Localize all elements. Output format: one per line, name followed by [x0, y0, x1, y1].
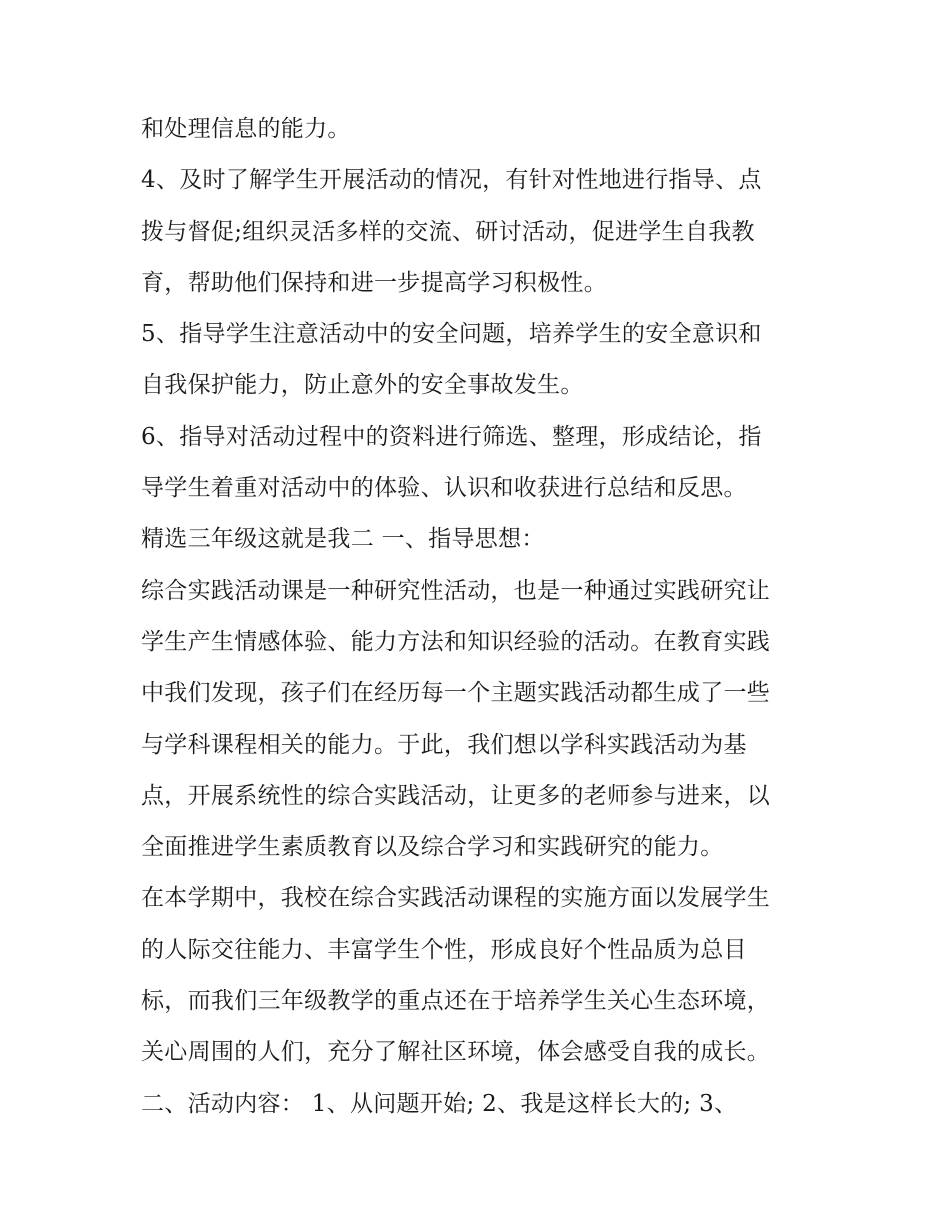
text-line: 4、及时了解学生开展活动的情况，有针对性地进行指导、点 — [141, 167, 762, 194]
text-line: 拨与督促;组织灵活多样的交流、研讨活动，促进学生自我教 — [141, 218, 755, 245]
text-line: 关心周围的人们，充分了解社区环境，体会感受自我的成长。 — [141, 1039, 771, 1066]
text-line: 标，而我们三年级教学的重点还在于培养学生关心生态环境， — [141, 988, 771, 1015]
text-line: 育，帮助他们保持和进一步提高学习积极性。 — [141, 269, 607, 296]
text-line: 全面推进学生素质教育以及综合学习和实践研究的能力。 — [141, 834, 724, 861]
text-line: 6、指导对活动过程中的资料进行筛选、整理，形成结论，指 — [141, 423, 762, 450]
section-heading: 精选三年级这就是我二 一、指导思想： — [141, 526, 545, 553]
text-line: 点，开展系统性的综合实践活动，让更多的老师参与进来，以 — [141, 782, 771, 809]
text-line: 二、活动内容： 1、从问题开始; 2、我是这样长大的; 3、 — [141, 1090, 738, 1117]
text-line: 学生产生情感体验、能力方法和知识经验的活动。在教育实践 — [141, 628, 771, 655]
text-line: 综合实践活动课是一种研究性活动，也是一种通过实践研究让 — [141, 577, 771, 604]
text-line: 5、指导学生注意活动中的安全问题，培养学生的安全意识和 — [141, 321, 762, 348]
text-line: 导学生着重对活动中的体验、认识和收获进行总结和反思。 — [141, 475, 747, 502]
text-line: 中我们发现，孩子们在经历每一个主题实践活动都生成了一些 — [141, 680, 771, 707]
text-line: 在本学期中，我校在综合实践活动课程的实施方面以发展学生 — [141, 885, 771, 912]
document-body — [141, 104, 831, 1130]
text-line: 自我保护能力，防止意外的安全事故发生。 — [141, 372, 584, 399]
text-line: 的人际交往能力、丰富学生个性，形成良好个性品质为总目 — [141, 936, 747, 963]
text-line: 和处理信息的能力。 — [141, 116, 351, 142]
text-line: 与学科课程相关的能力。于此，我们想以学科实践活动为基 — [141, 731, 747, 758]
